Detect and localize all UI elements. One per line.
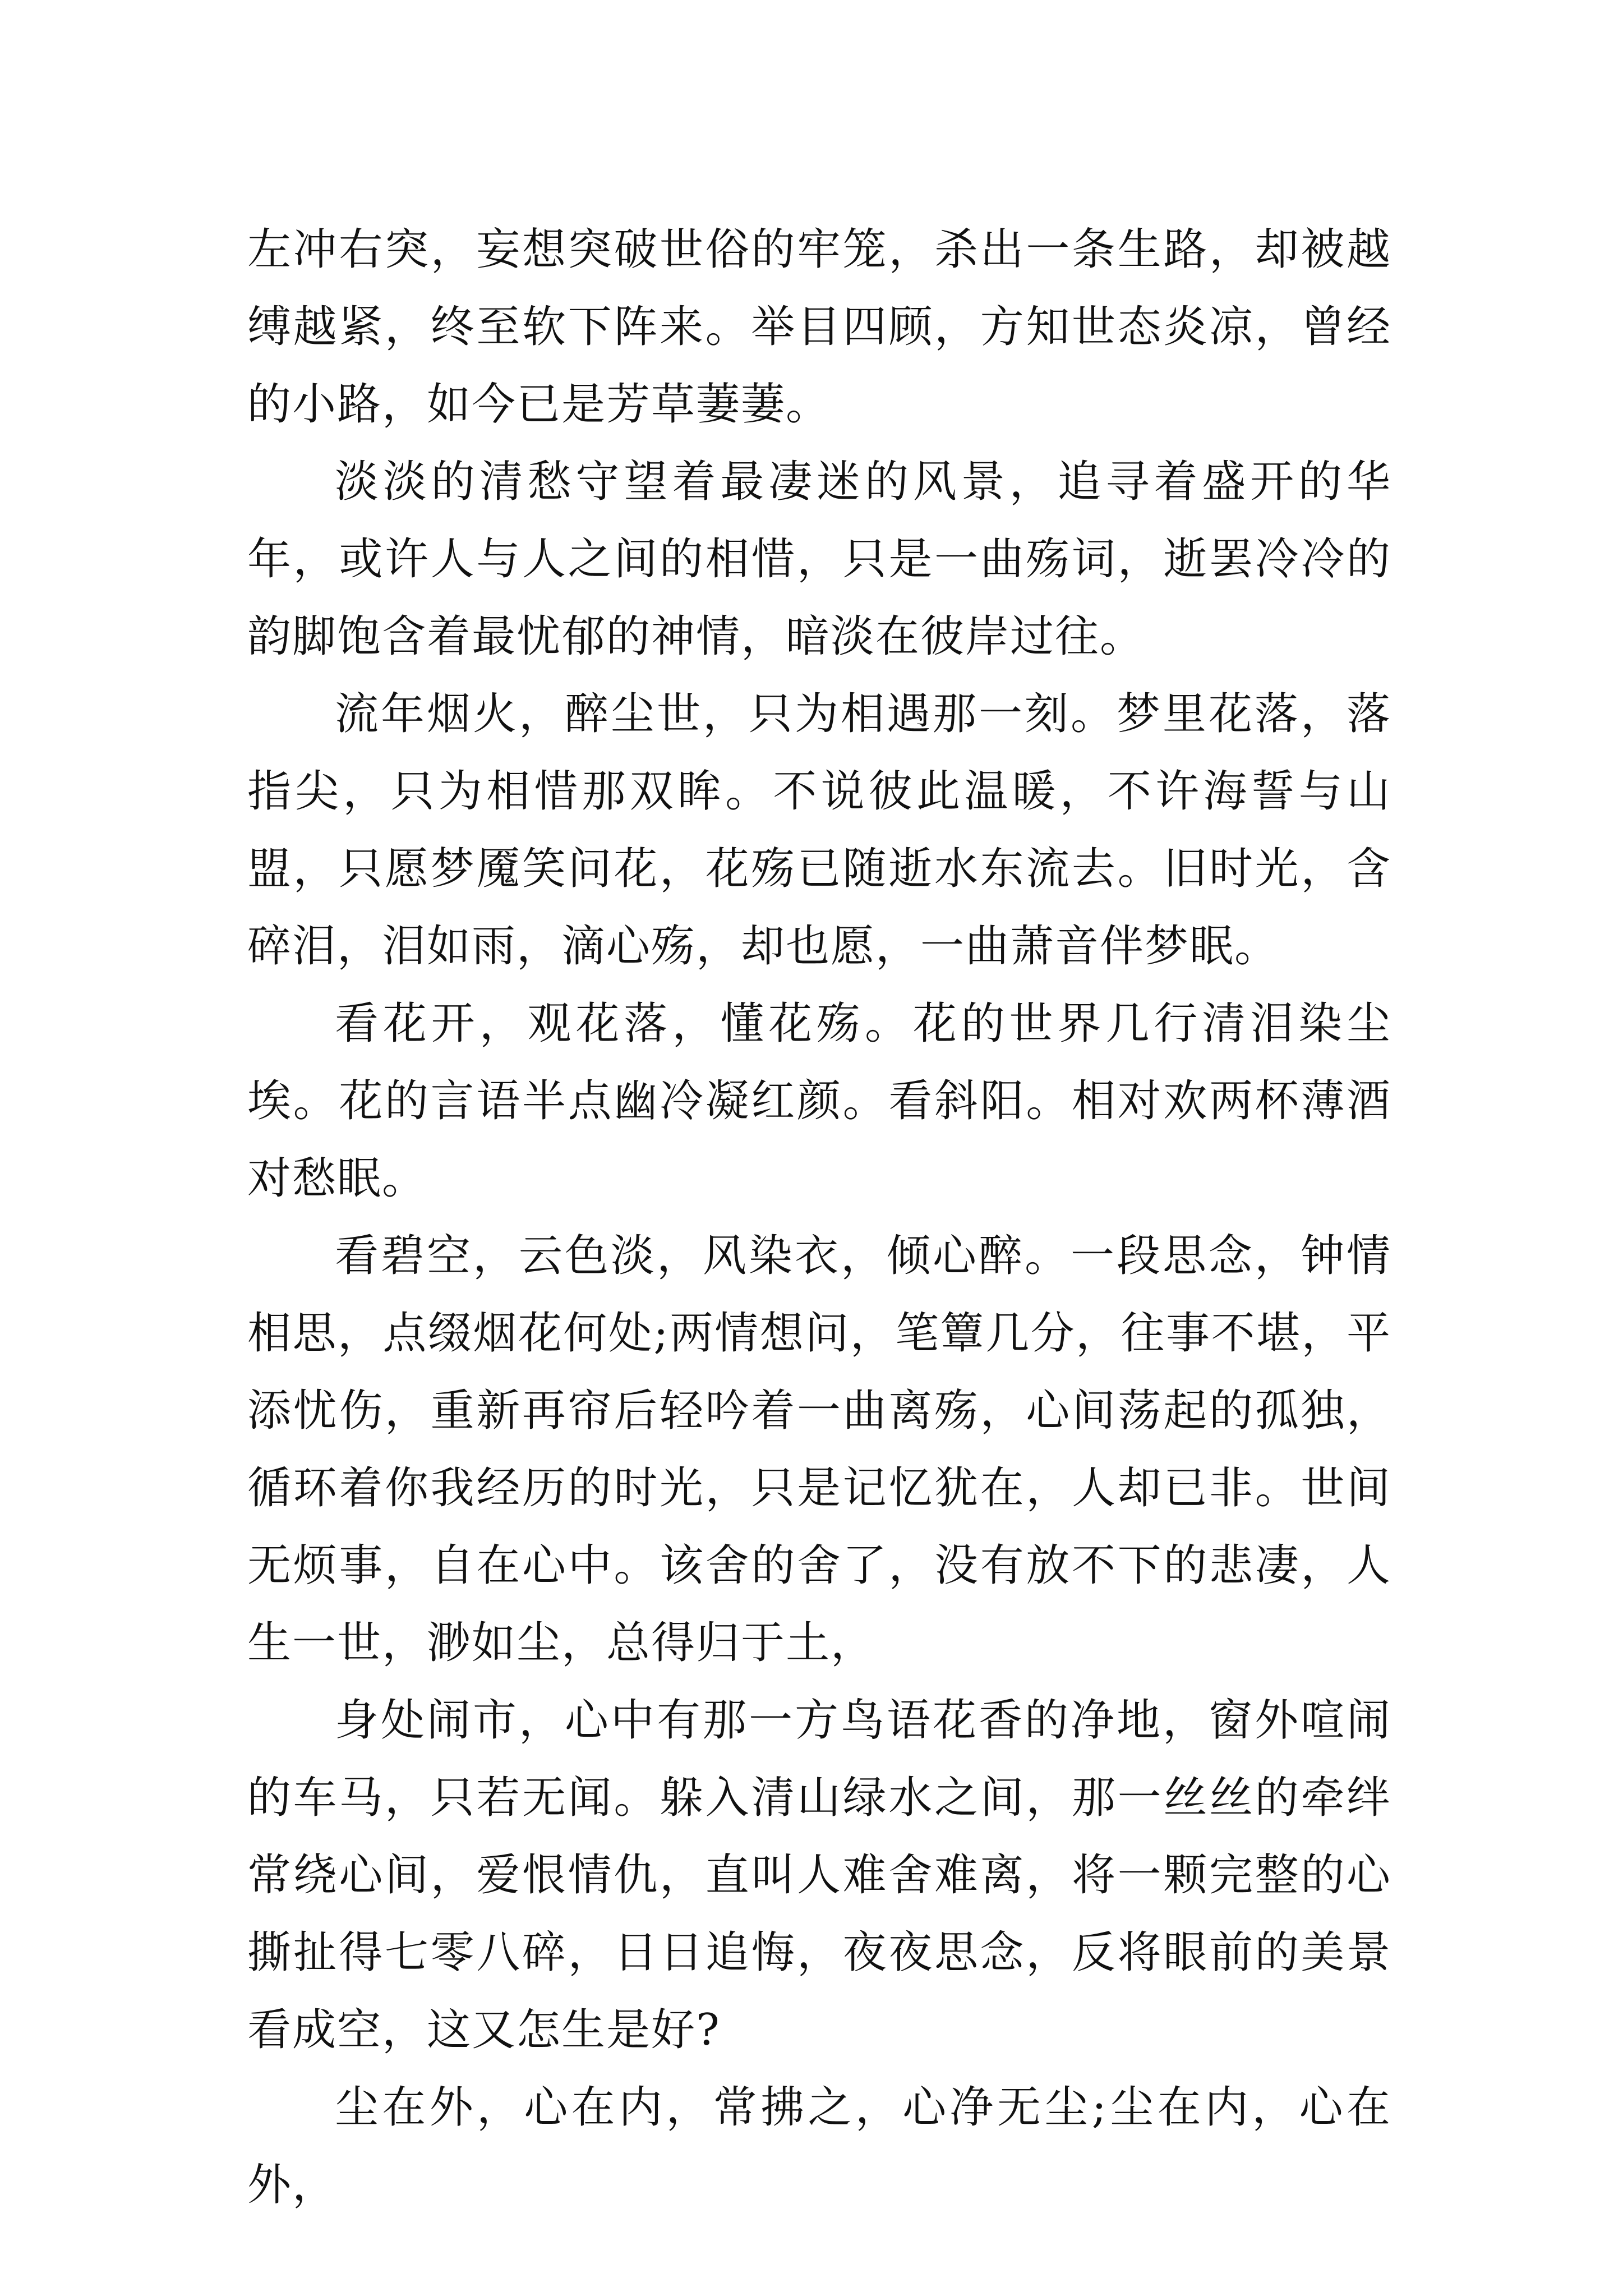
body-text	[247, 211, 1391, 2224]
paragraph-1: 左冲右突，妄想突破世俗的牢笼，杀出一条生路，却被越缚越紧，终至软下阵来。举目四顾，方知世态炎凉，曾经的小路，如今已是芳草萋萋。	[247, 224, 1391, 430]
paragraph-7: 尘在外，心在内，常拂之，心净无尘;尘在内，心在外，	[247, 2082, 1391, 2210]
paragraph-4: 看花开，观花落，懂花殇。花的世界几行清泪染尘埃。花的言语半点幽冷凝红颜。看斜阳。相对欢两杯薄酒对愁眠。	[247, 999, 1391, 1204]
paragraph-3: 流年烟火，醉尘世，只为相遇那一刻。梦里花落，落指尖，只为相惜那双眸。不说彼此温暖，不许海誓与山盟，只愿梦魇笑问花，花殇已随逝水东流去。旧时光，含碎泪，泪如雨，滴心殇，却也愿，一曲萧音伴梦眠。	[247, 689, 1391, 972]
paragraph-2: 淡淡的清愁守望着最凄迷的风景，追寻着盛开的华年，或许人与人之间的相惜，只是一曲殇词，逝罢冷冷的韵脚饱含着最忧郁的神情，暗淡在彼岸过往。	[247, 457, 1391, 662]
paragraph-6: 身处闹市，心中有那一方鸟语花香的净地，窗外喧闹的车马，只若无闻。躲入清山绿水之间，那一丝丝的牵绊常绕心间，爱恨情仇，直叫人难舍难离，将一颗完整的心撕扯得七零八碎，日日追悔，夜夜思念，反将眼前的美景看成空，这又怎生是好?	[247, 1695, 1391, 2055]
paragraph-5: 看碧空，云色淡，风染衣，倾心醉。一段思念，钟情相思，点缀烟花何处;两情想问，笔簟几分，往事不堪，平添忧伤，重新再帘后轻吟着一曲离殇，心间荡起的孤独，循环着你我经历的时光，只是记忆犹在，人却已非。世间无烦事，自在心中。该舍的舍了，没有放不下的悲凄，人生一世，渺如尘，总得归于土，	[247, 1231, 1391, 1668]
